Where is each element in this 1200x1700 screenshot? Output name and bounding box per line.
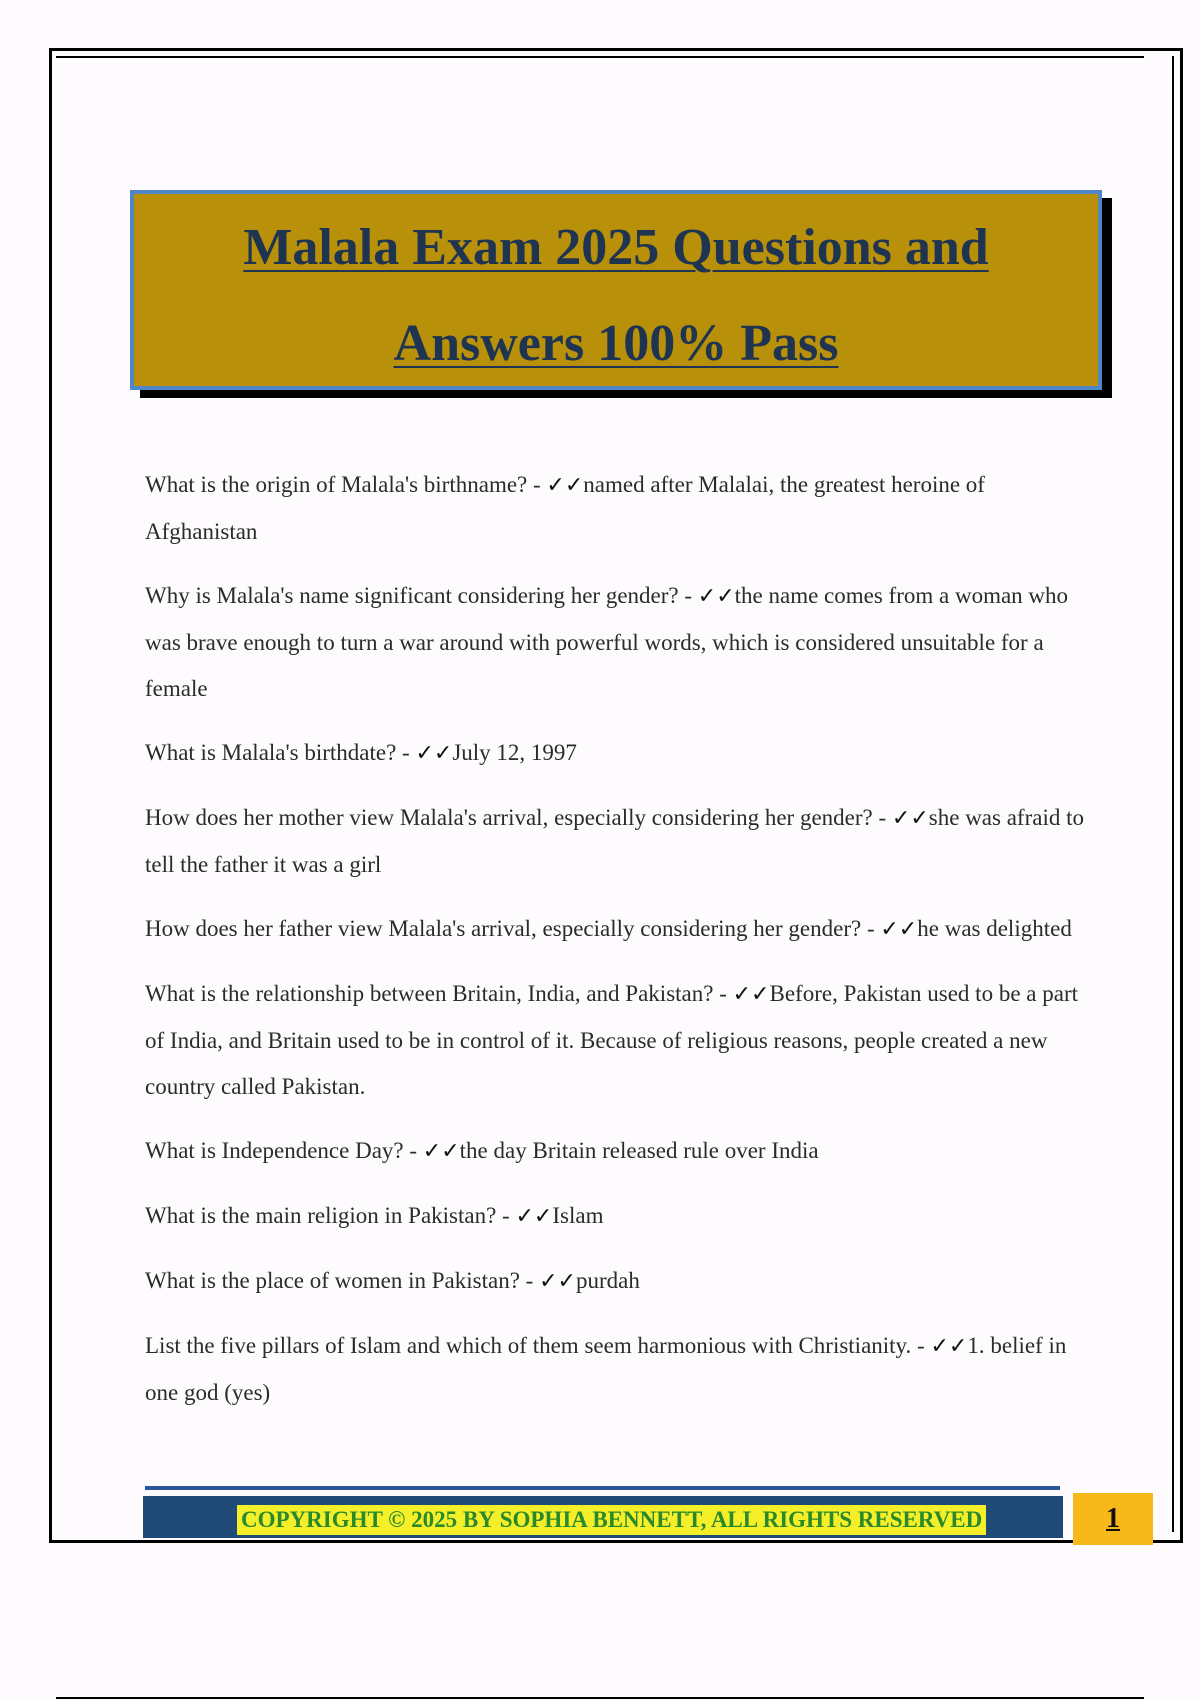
answer-text: Before, Pakistan used to be a part of India, and Britain used to be in control of it. Because of religious reasons, people created a new country called Pakistan. [145,981,1078,1099]
question-text: What is the main religion in Pakistan? - [145,1203,516,1228]
answer-text: July 12, 1997 [452,740,577,765]
copyright-notice: COPYRIGHT © 2025 BY SOPHIA BENNETT, ALL RIGHTS RESERVED [237,1505,986,1535]
question-text: What is Malala's birthdate? - [145,740,416,765]
double-check-icon: ✓✓ [732,982,770,1007]
answer-text: he was delighted [917,916,1072,941]
qa-item [145,1128,1095,1175]
answer-text: Islam [552,1203,604,1228]
double-check-icon: ✓✓ [539,1269,576,1294]
title-line-2: Answers 100% Pass [393,315,839,372]
double-check-icon: ✓✓ [880,917,918,942]
answer-text: she was afraid to tell the father it was a girl [145,805,1084,877]
qa-item [145,573,1095,712]
question-text: What is the place of women in Pakistan? - [145,1268,540,1293]
top-rule [56,56,1144,58]
answer-text: the day Britain released rule over India [459,1138,819,1163]
answer-text: named after Malalai, the greatest heroine of Afghanistan [145,472,985,544]
question-text: What is the relationship between Britain, India, and Pakistan? - [145,981,733,1006]
double-check-icon: ✓✓ [891,806,929,831]
qa-item [145,971,1095,1110]
question-text: How does her father view Malala's arrival, especially considering her gender? - [145,916,881,941]
qa-item [145,730,1095,777]
document-title [134,194,1098,392]
bottom-rule [56,1697,1144,1699]
qa-item [145,795,1095,888]
answer-text: purdah [575,1268,640,1293]
page-number: 1 [1106,1503,1120,1534]
question-text: What is the origin of Malala's birthname? - [145,472,547,497]
double-check-icon: ✓✓ [515,1204,553,1229]
footer-rule [145,1486,1060,1490]
double-check-icon: ✓✓ [415,741,453,766]
double-check-icon: ✓✓ [697,584,735,609]
question-text: What is Independence Day? - [145,1138,423,1163]
right-rule [1172,56,1174,1532]
page-number-box [1073,1493,1153,1545]
question-text: Why is Malala's name significant considering her gender? - [145,583,698,608]
qa-item [145,1193,1095,1240]
qa-item [145,1323,1095,1416]
double-check-icon: ✓✓ [930,1334,968,1359]
qa-item [145,1258,1095,1305]
answer-text: the name comes from a woman who was brave enough to turn a war around with powerful words, which is considered unsuitable for a female [145,583,1069,701]
qa-item [145,906,1095,953]
double-check-icon: ✓✓ [546,473,584,498]
qa-list [145,462,1095,1434]
qa-item [145,462,1095,555]
double-check-icon: ✓✓ [422,1139,460,1164]
title-banner [130,190,1102,390]
question-text: How does her mother view Malala's arrival, especially considering her gender? - [145,805,892,830]
title-line-1: Malala Exam 2025 Questions and [243,219,989,276]
answer-text: 1. belief in one god (yes) [145,1333,1067,1405]
question-text: List the five pillars of Islam and which of them seem harmonious with Christianity. - [145,1333,931,1358]
